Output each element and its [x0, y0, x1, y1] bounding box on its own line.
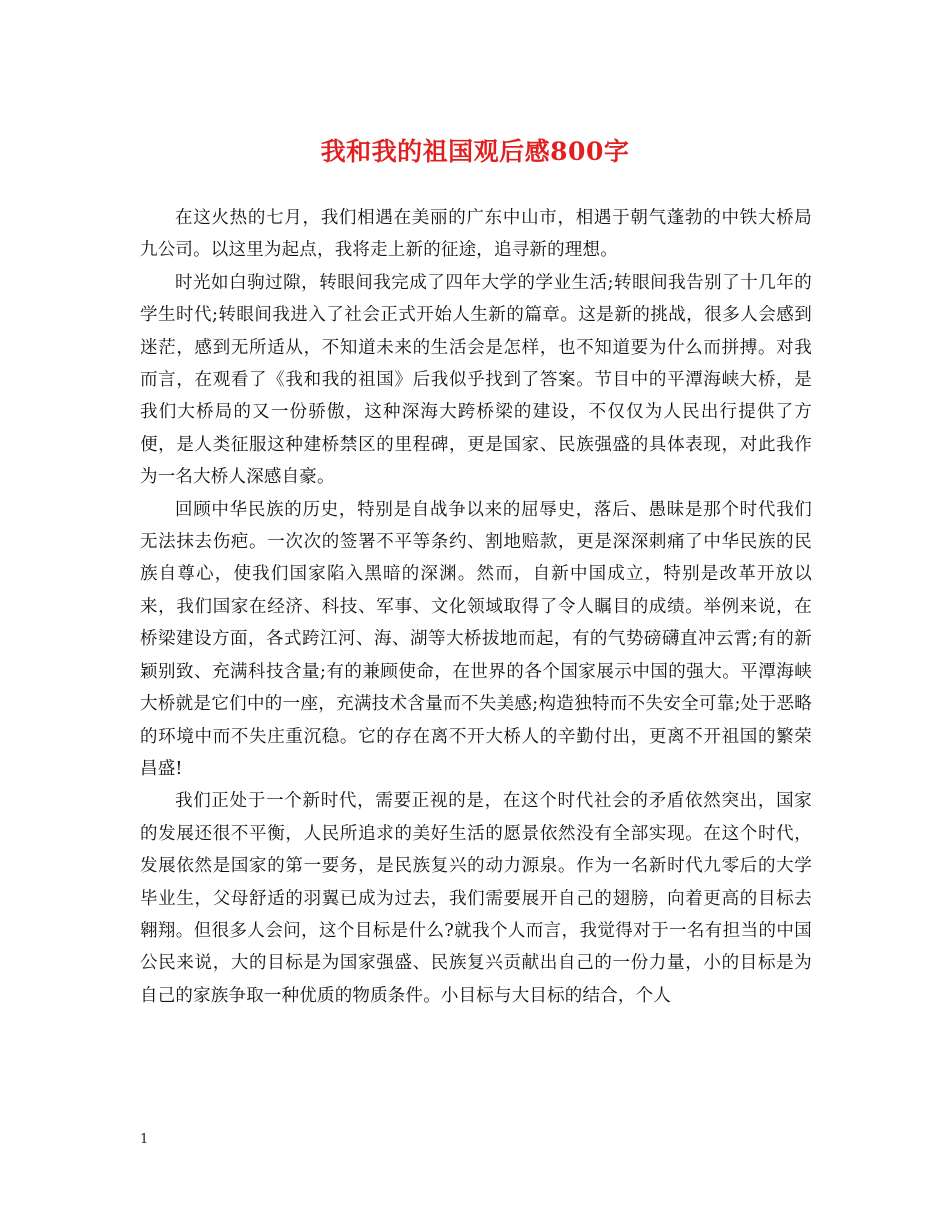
page-number: 1 [140, 1132, 149, 1147]
paragraph-3: 回顾中华民族的历史，特别是自战争以来的屈辱史，落后、愚昧是那个时代我们无法抹去伤疤。一次次的签署不平等条约、割地赔款，更是深深刺痛了中华民族的民族自尊心，使我们国家陷入黑暗的深渊。然而，自新中国成立，特别是改革开放以来，我们国家在经济、科技、军事、文化领域取得了令人瞩目的成绩。举例来说，在桥梁建设方面，各式跨江河、海、湖等大桥拔地而起，有的气势磅礴直冲云霄;有的新颖别致、充满科技含量;有的兼顾使命，在世界的各个国家展示中国的强大。平潭海峡大桥就是它们中的一座，充满技术含量而不失美感;构造独特而不失安全可靠;处于恶略的环境中而不失庄重沉稳。它的存在离不开大桥人的辛勤付出，更离不开祖国的繁荣昌盛! [140, 499, 812, 779]
paragraph-2: 时光如白驹过隙，转眼间我完成了四年大学的学业生活;转眼间我告别了十几年的学生时代;转眼间我进入了社会正式开始人生新的篇章。这是新的挑战，很多人会感到迷茫，感到无所适从，不知道未来的生活会是怎样，也不知道要为什么而拼搏。对我而言，在观看了《我和我的祖国》后我似乎找到了答案。节目中的平潭海峡大桥，是我们大桥局的又一份骄傲，这种深海大跨桥梁的建设，不仅仅为人民出行提供了方便，是人类征服这种建桥禁区的里程碑，更是国家、民族强盛的具体表现，对此我作为一名大桥人深感自豪。 [140, 272, 812, 488]
document-title: 我和我的祖国观后感800字 [320, 137, 630, 166]
paragraph-4: 我们正处于一个新时代，需要正视的是，在这个时代社会的矛盾依然突出，国家的发展还很不平衡，人民所追求的美好生活的愿景依然没有全部实现。在这个时代，发展依然是国家的第一要务，是民族复兴的动力源泉。作为一名新时代九零后的大学毕业生，父母舒适的羽翼已成为过去，我们需要展开自己的翅膀，向着更高的目标去翱翔。但很多人会问，这个目标是什么?就我个人而言，我觉得对于一名有担当的中国公民来说，大的目标是为国家强盛、民族复兴贡献出自己的一份力量，小的目标是为自己的家族争取一种优质的物质条件。小目标与大目标的结合，个人 [140, 791, 812, 1006]
document-body [140, 202, 812, 1012]
paragraph-1: 在这火热的七月，我们相遇在美丽的广东中山市，相遇于朝气蓬勃的中铁大桥局九公司。以这里为起点，我将走上新的征途，追寻新的理想。 [140, 208, 812, 261]
